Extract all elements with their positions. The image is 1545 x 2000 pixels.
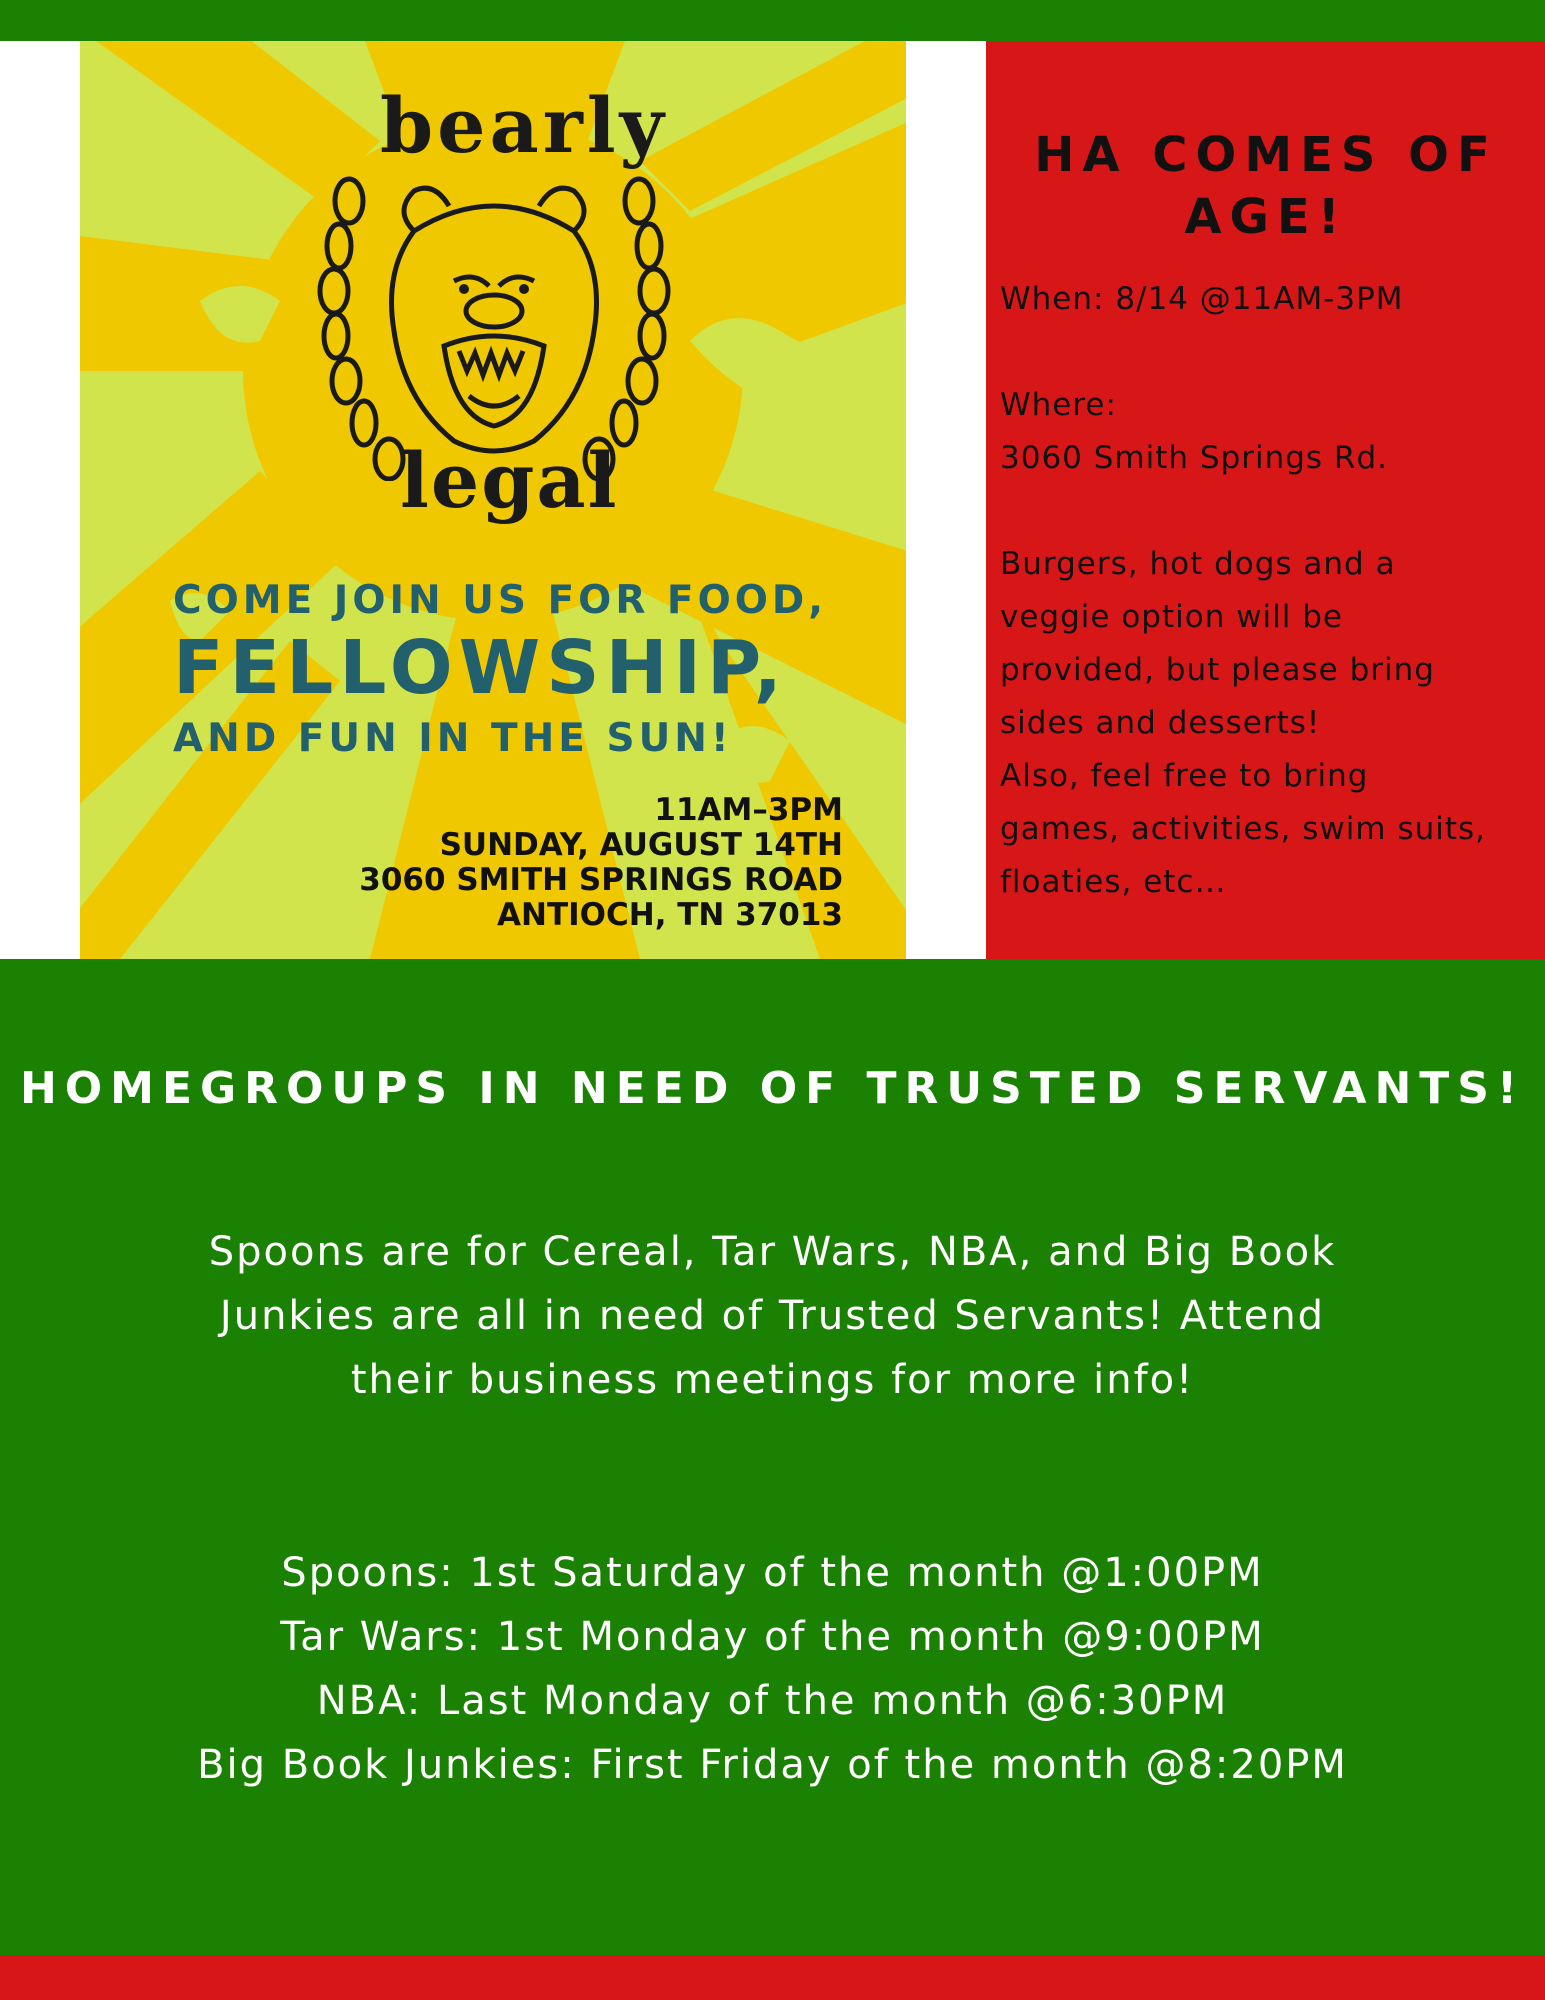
event-heading xyxy=(1006,124,1526,248)
event-food-line-2: veggie option will be xyxy=(1000,599,1343,635)
event-food-line-3: provided, but please bring xyxy=(1000,652,1435,688)
flyer-city: ANTIOCH, TN 37013 xyxy=(497,897,843,933)
flyer-tagline-2: FELLOWSHIP, xyxy=(173,625,788,711)
flyer-tagline-1: COME JOIN US FOR FOOD, xyxy=(173,578,828,623)
bearly-legal-flyer xyxy=(80,41,906,959)
event-food-line-4: sides and desserts! xyxy=(1000,705,1321,741)
event-when: When: 8/14 @11AM-3PM xyxy=(1000,281,1404,317)
event-heading-line-1: HA COMES OF xyxy=(1034,127,1498,183)
event-bring-line-2: games, activities, swim suits, xyxy=(1000,811,1487,847)
flyer-time: 11AM–3PM xyxy=(654,792,843,828)
logo-word-top: bearly xyxy=(380,81,668,170)
flyer-tagline-3: AND FUN IN THE SUN! xyxy=(173,716,733,761)
event-bring-line-1: Also, feel free to bring xyxy=(1000,758,1369,794)
chain-left-graphic xyxy=(320,179,403,479)
schedule-spoons: Spoons: 1st Saturday of the month @1:00PM xyxy=(281,1550,1264,1596)
event-bring-line-3: floaties, etc… xyxy=(1000,864,1227,900)
schedule-tar-wars: Tar Wars: 1st Monday of the month @9:00PM xyxy=(280,1614,1265,1660)
schedule-nba: NBA: Last Monday of the month @6:30PM xyxy=(316,1678,1229,1724)
event-address: 3060 Smith Springs Rd. xyxy=(1000,440,1389,476)
bottom-band xyxy=(0,1955,1545,2000)
logo-word-bottom: legal xyxy=(400,436,619,525)
homegroups-intro-line-2: Junkies are all in need of Trusted Servants! Attend xyxy=(219,1293,1326,1339)
event-food-line-1: Burgers, hot dogs and a xyxy=(1000,546,1396,582)
bear-head-illustration xyxy=(294,161,694,481)
homegroups-intro-line-1: Spoons are for Cereal, Tar Wars, NBA, and Big Book xyxy=(208,1229,1337,1275)
flyer-street: 3060 SMITH SPRINGS ROAD xyxy=(359,862,843,898)
schedule-big-book-junkies: Big Book Junkies: First Friday of the month @8:20PM xyxy=(197,1742,1348,1788)
homegroups-section xyxy=(0,959,1545,1955)
chain-right-graphic xyxy=(585,179,668,479)
event-where-label: Where: xyxy=(1000,387,1117,423)
homegroups-intro-line-3: their business meetings for more info! xyxy=(350,1357,1195,1403)
homegroups-heading: HOMEGROUPS IN NEED OF TRUSTED SERVANTS! xyxy=(19,1063,1526,1114)
flyer-date: SUNDAY, AUGUST 14TH xyxy=(439,827,843,863)
event-heading-line-2: AGE! xyxy=(1184,189,1348,245)
top-band xyxy=(0,0,1545,41)
event-panel xyxy=(986,41,1545,959)
